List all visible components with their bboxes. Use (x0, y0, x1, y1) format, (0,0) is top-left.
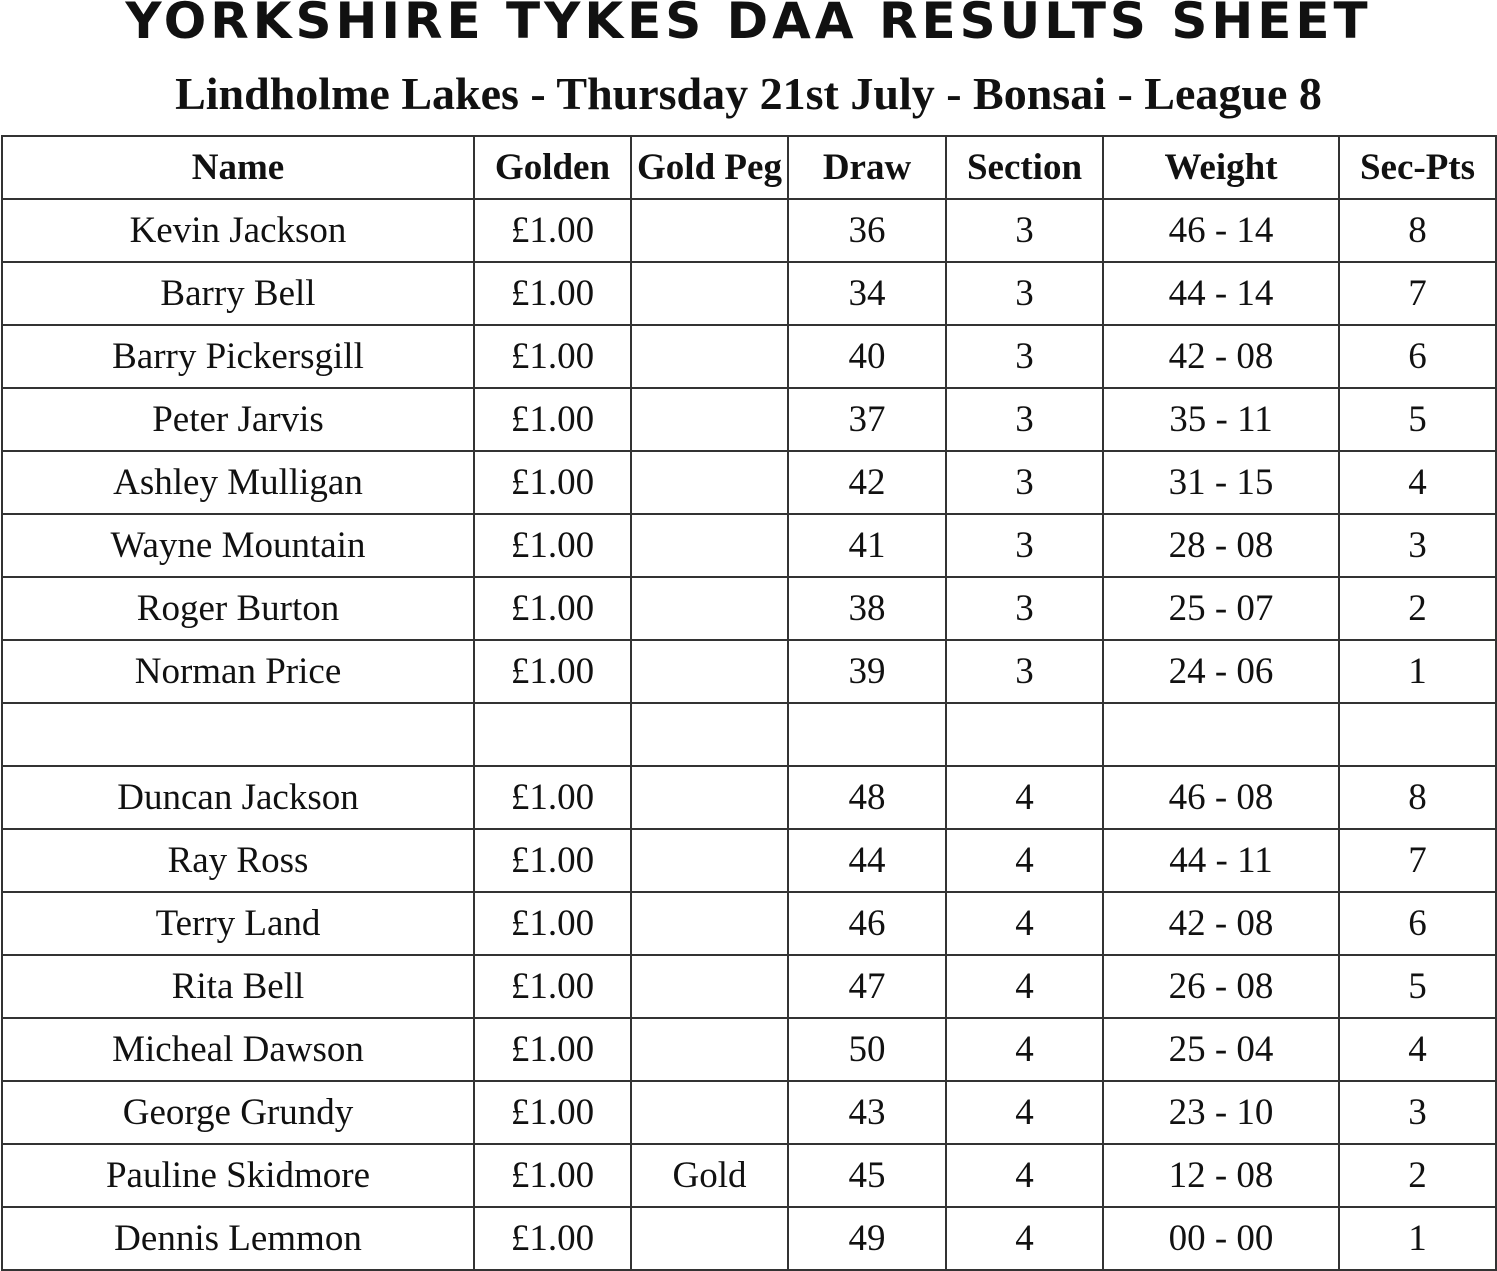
draw-cell: 42 (788, 451, 946, 514)
golden-cell: £1.00 (474, 829, 631, 892)
section-cell: 3 (946, 388, 1103, 451)
name-cell: Norman Price (2, 640, 474, 703)
table-row (2, 1144, 1496, 1207)
draw-cell: 34 (788, 262, 946, 325)
gold-peg-cell (631, 1018, 788, 1081)
gold-peg-cell (631, 262, 788, 325)
name-cell: Roger Burton (2, 577, 474, 640)
draw-cell: 43 (788, 1081, 946, 1144)
draw-cell: 46 (788, 892, 946, 955)
sheet-title: YORKSHIRE TYKES DAA RESULTS SHEET (125, 0, 1372, 50)
draw-cell: 50 (788, 1018, 946, 1081)
section-cell: 3 (946, 199, 1103, 262)
name-cell: Pauline Skidmore (2, 1144, 474, 1207)
gold-peg-cell (631, 892, 788, 955)
section-cell: 4 (946, 892, 1103, 955)
sec-pts-cell: 3 (1339, 1081, 1496, 1144)
table-row (2, 1081, 1496, 1144)
section-cell: 3 (946, 640, 1103, 703)
gold-peg-cell (631, 703, 788, 766)
golden-cell: £1.00 (474, 262, 631, 325)
weight-cell: 31 - 15 (1103, 451, 1339, 514)
name-cell (2, 703, 474, 766)
draw-cell: 40 (788, 325, 946, 388)
gold-peg-cell (631, 1081, 788, 1144)
column-header-name: Name (2, 136, 474, 199)
sec-pts-cell: 5 (1339, 955, 1496, 1018)
draw-cell: 48 (788, 766, 946, 829)
table-row (2, 703, 1496, 766)
name-cell: Ashley Mulligan (2, 451, 474, 514)
sec-pts-cell: 2 (1339, 1144, 1496, 1207)
results-body (2, 199, 1496, 1270)
name-cell: George Grundy (2, 1081, 474, 1144)
draw-cell: 41 (788, 514, 946, 577)
gold-peg-cell (631, 1207, 788, 1270)
name-cell: Ray Ross (2, 829, 474, 892)
draw-cell: 36 (788, 199, 946, 262)
golden-cell: £1.00 (474, 1144, 631, 1207)
gold-peg-cell (631, 325, 788, 388)
name-cell: Duncan Jackson (2, 766, 474, 829)
draw-cell: 38 (788, 577, 946, 640)
gold-peg-cell (631, 451, 788, 514)
weight-cell: 28 - 08 (1103, 514, 1339, 577)
section-cell: 4 (946, 1144, 1103, 1207)
section-cell: 3 (946, 262, 1103, 325)
table-row (2, 514, 1496, 577)
table-row (2, 577, 1496, 640)
gold-peg-cell (631, 577, 788, 640)
draw-cell (788, 703, 946, 766)
sec-pts-cell: 2 (1339, 577, 1496, 640)
golden-cell: £1.00 (474, 955, 631, 1018)
golden-cell: £1.00 (474, 514, 631, 577)
table-row (2, 262, 1496, 325)
gold-peg-cell (631, 829, 788, 892)
sec-pts-cell: 4 (1339, 1018, 1496, 1081)
weight-cell: 00 - 00 (1103, 1207, 1339, 1270)
column-header-draw: Draw (788, 136, 946, 199)
section-cell (946, 703, 1103, 766)
sec-pts-cell: 8 (1339, 766, 1496, 829)
section-cell: 4 (946, 829, 1103, 892)
weight-cell: 26 - 08 (1103, 955, 1339, 1018)
weight-cell: 42 - 08 (1103, 325, 1339, 388)
golden-cell: £1.00 (474, 766, 631, 829)
column-header-golden: Golden (474, 136, 631, 199)
table-row (2, 1018, 1496, 1081)
name-cell: Micheal Dawson (2, 1018, 474, 1081)
weight-cell: 23 - 10 (1103, 1081, 1339, 1144)
name-cell: Dennis Lemmon (2, 1207, 474, 1270)
gold-peg-cell (631, 388, 788, 451)
table-row (2, 388, 1496, 451)
weight-cell: 42 - 08 (1103, 892, 1339, 955)
gold-peg-cell (631, 514, 788, 577)
draw-cell: 37 (788, 388, 946, 451)
section-cell: 3 (946, 325, 1103, 388)
section-cell: 3 (946, 577, 1103, 640)
name-cell: Barry Bell (2, 262, 474, 325)
name-cell: Rita Bell (2, 955, 474, 1018)
sec-pts-cell: 7 (1339, 262, 1496, 325)
draw-cell: 49 (788, 1207, 946, 1270)
section-cell: 4 (946, 955, 1103, 1018)
table-row (2, 451, 1496, 514)
golden-cell: £1.00 (474, 640, 631, 703)
golden-cell: £1.00 (474, 325, 631, 388)
column-header-sec-pts: Sec-Pts (1339, 136, 1496, 199)
name-cell: Peter Jarvis (2, 388, 474, 451)
section-cell: 4 (946, 766, 1103, 829)
gold-peg-cell (631, 199, 788, 262)
weight-cell: 35 - 11 (1103, 388, 1339, 451)
weight-cell: 46 - 08 (1103, 766, 1339, 829)
table-row (2, 325, 1496, 388)
golden-cell: £1.00 (474, 1018, 631, 1081)
section-cell: 3 (946, 451, 1103, 514)
golden-cell: £1.00 (474, 577, 631, 640)
gold-peg-cell (631, 766, 788, 829)
sec-pts-cell: 1 (1339, 1207, 1496, 1270)
sec-pts-cell: 8 (1339, 199, 1496, 262)
gold-peg-cell: Gold (631, 1144, 788, 1207)
event-subtitle: Lindholme Lakes - Thursday 21st July - Bonsai - League 8 (175, 68, 1322, 119)
sec-pts-cell: 6 (1339, 325, 1496, 388)
weight-cell (1103, 703, 1339, 766)
table-row (2, 199, 1496, 262)
weight-cell: 46 - 14 (1103, 199, 1339, 262)
weight-cell: 25 - 04 (1103, 1018, 1339, 1081)
name-cell: Wayne Mountain (2, 514, 474, 577)
golden-cell: £1.00 (474, 388, 631, 451)
gold-peg-cell (631, 640, 788, 703)
name-cell: Kevin Jackson (2, 199, 474, 262)
column-header-section: Section (946, 136, 1103, 199)
section-cell: 3 (946, 514, 1103, 577)
table-row (2, 766, 1496, 829)
table-row (2, 1207, 1496, 1270)
golden-cell (474, 703, 631, 766)
sec-pts-cell: 5 (1339, 388, 1496, 451)
weight-cell: 44 - 14 (1103, 262, 1339, 325)
draw-cell: 47 (788, 955, 946, 1018)
table-row (2, 955, 1496, 1018)
table-row (2, 829, 1496, 892)
table-row (2, 640, 1496, 703)
draw-cell: 45 (788, 1144, 946, 1207)
section-cell: 4 (946, 1207, 1103, 1270)
sec-pts-cell: 1 (1339, 640, 1496, 703)
results-table (1, 135, 1497, 1271)
golden-cell: £1.00 (474, 1207, 631, 1270)
name-cell: Barry Pickersgill (2, 325, 474, 388)
sec-pts-cell: 4 (1339, 451, 1496, 514)
sec-pts-cell: 7 (1339, 829, 1496, 892)
weight-cell: 24 - 06 (1103, 640, 1339, 703)
golden-cell: £1.00 (474, 1081, 631, 1144)
column-header-weight: Weight (1103, 136, 1339, 199)
golden-cell: £1.00 (474, 892, 631, 955)
weight-cell: 44 - 11 (1103, 829, 1339, 892)
sec-pts-cell (1339, 703, 1496, 766)
golden-cell: £1.00 (474, 199, 631, 262)
weight-cell: 25 - 07 (1103, 577, 1339, 640)
section-cell: 4 (946, 1018, 1103, 1081)
gold-peg-cell (631, 955, 788, 1018)
table-row (2, 892, 1496, 955)
header-row (2, 136, 1496, 199)
section-cell: 4 (946, 1081, 1103, 1144)
name-cell: Terry Land (2, 892, 474, 955)
golden-cell: £1.00 (474, 451, 631, 514)
draw-cell: 39 (788, 640, 946, 703)
column-header-gold-peg: Gold Peg (631, 136, 788, 199)
weight-cell: 12 - 08 (1103, 1144, 1339, 1207)
sec-pts-cell: 6 (1339, 892, 1496, 955)
draw-cell: 44 (788, 829, 946, 892)
sec-pts-cell: 3 (1339, 514, 1496, 577)
